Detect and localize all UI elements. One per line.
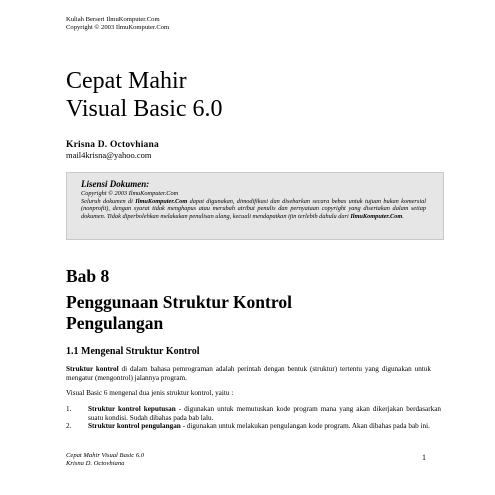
header-series: Kuliah Berseri IlmuKomputer.Com bbox=[66, 16, 160, 23]
author-name: Krisna D. Octovhiana bbox=[66, 140, 159, 150]
paragraph-1 bbox=[66, 365, 431, 382]
license-text: dapat digunakan, dimodifikasi dan disebarkan secara bebas untuk tujuan bukan komersial (nonprofit), dengan syarat tidak menghapus atau merubah atribut penulis dan pernyataan copyright yang disertakan dalam setiap dokumen. Tidak diperbolehkan melakukan penulisan ulang, kecuali mendapatkan ijin terlebih dahulu dari bbox=[81, 197, 426, 220]
chapter-label: Bab 8 bbox=[66, 266, 110, 286]
license-brand-end: IlmuKomputer.Com bbox=[350, 212, 403, 220]
book-title-line-2: Visual Basic 6.0 bbox=[66, 96, 223, 122]
author-email: mail4krisna@yahoo.com bbox=[66, 150, 152, 160]
list-item-number: 1. bbox=[66, 405, 72, 413]
license-text-end: . bbox=[402, 212, 404, 220]
list-item bbox=[66, 405, 441, 422]
license-body bbox=[81, 190, 426, 220]
book-title-line-1: Cepat Mahir bbox=[66, 68, 187, 94]
page-number: 1 bbox=[422, 453, 426, 462]
list-item bbox=[66, 422, 441, 431]
license-text-prefix: Seluruh dokumen di bbox=[81, 197, 136, 205]
license-heading: Lisensi Dokumen: bbox=[81, 179, 150, 189]
footer-book-title: Cepat Mahir Visual Basic 6.0 bbox=[66, 452, 145, 459]
footer bbox=[66, 452, 144, 467]
license-box bbox=[66, 172, 444, 240]
list-item-text: - digunakan untuk memutuskan kode program mana yang akan dikerjakan berdasarkan suatu kondisi. Sudah dibahas pada bab lalu. bbox=[88, 405, 441, 422]
list-item-number: 2. bbox=[66, 422, 72, 430]
paragraph-2: Visual Basic 6 mengenal dua jenis struktur kontrol, yaitu : bbox=[66, 389, 234, 397]
list-item-term: Struktur kontrol keputusan bbox=[88, 405, 176, 413]
chapter-title-line-2: Pengulangan bbox=[66, 313, 164, 333]
header-copyright: Copyright © 2003 IlmuKomputer.Com bbox=[66, 24, 170, 31]
chapter-title-line-1: Penggunaan Struktur Kontrol bbox=[66, 292, 292, 312]
paragraph-1-text: di dalam bahasa pemrograman adalah perintah dengan bentuk (struktur) tertentu yang digunakan untuk mengatur (mengontrol) jalannya program. bbox=[66, 365, 431, 382]
license-copyright: Copyright © 2003 IlmuKomputer.Com bbox=[81, 190, 179, 197]
paragraph-1-term: Struktur kontrol bbox=[66, 365, 119, 373]
section-heading: 1.1 Mengenal Struktur Kontrol bbox=[66, 346, 200, 357]
license-brand: IlmuKomputer.Com bbox=[135, 197, 188, 205]
list-item-term: Struktur kontrol pengulangan bbox=[88, 422, 181, 430]
list-item-text: - digunakan untuk melakukan pengulangan kode program. Akan dibahas pada bab ini. bbox=[180, 422, 430, 430]
footer-author: Krisna D. Octovhiana bbox=[66, 459, 125, 467]
